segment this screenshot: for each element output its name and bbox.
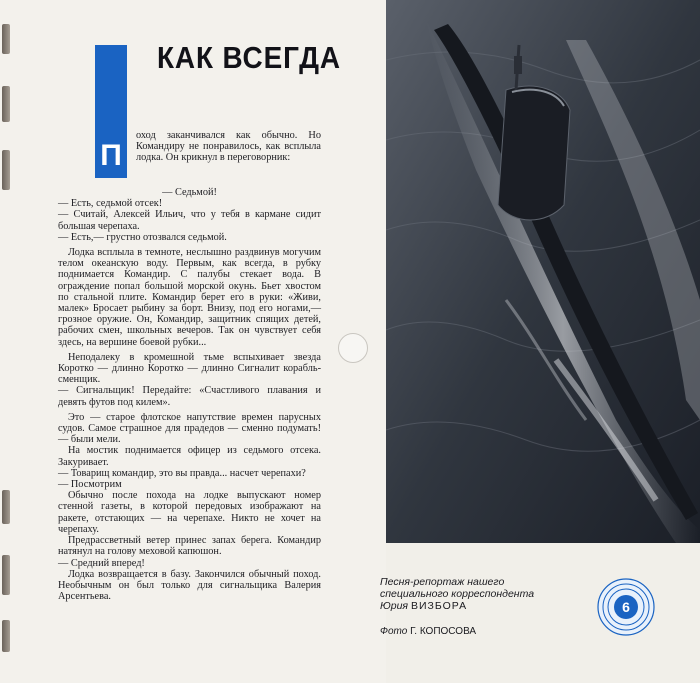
body-paragraph: — Считай, Алексей Ильич, что у тебя в кармане сидит большая черепаха. — [58, 209, 321, 232]
body-paragraph: — Средний вперед! — [58, 557, 145, 569]
photo-credit — [380, 626, 476, 637]
body-paragraph: Лодка возвращается в базу. Закончился обычный поход. Необычным он был только для сигнальщика Валерия Арсентьева. — [58, 568, 321, 603]
author-surname: ВИЗБОРА — [410, 600, 468, 612]
caption-line-1: Песня-репортаж нашего — [380, 576, 505, 588]
binding-edge — [0, 0, 14, 683]
body-paragraph: — Седьмой! — [162, 187, 217, 198]
lead-paragraph: оход заканчивался как обычно. Но Командиру не понравилось, как всплыла лодка. Он крикнул в переговорник: — [136, 130, 321, 164]
submarine-photo — [386, 0, 700, 543]
photographer-name: Г. КОПОСОВА — [410, 626, 477, 637]
body-paragraph: — Товарищ командир, это вы правда... насчет черепахи? — [58, 467, 306, 479]
body-paragraph: — Есть,— грустно отозвался седьмой. — [58, 231, 227, 243]
body-paragraph: — Посмотрим — [58, 479, 122, 491]
author-caption — [380, 576, 590, 612]
body-paragraph: — Есть, седьмой отсек! — [58, 198, 163, 210]
body-paragraph: Обычно после похода на лодке выпускают номер стенной газеты, в которой передовых изображают на ракете, отстающих — на черепахе. Никто не хочет на черепаху. — [58, 490, 321, 535]
punch-hole — [338, 333, 368, 363]
flexi-disc-badge — [596, 577, 656, 637]
photo-credit-label: Фото — [380, 626, 408, 637]
dropcap-letter: П — [100, 139, 122, 172]
article-title: КАК ВСЕГДА — [157, 40, 341, 75]
author-first-name: Юрия — [380, 600, 409, 612]
article-body — [58, 187, 321, 602]
caption-author — [380, 600, 590, 612]
body-paragraph: Неподалеку в кромешной тьме вспыхивает звезда Коротко — длинно Коротко — длинно Сигналит корабль-сменщик. — [58, 351, 321, 386]
badge-number: 6 — [622, 599, 630, 615]
body-paragraph: Лодка всплыла в темноте, неслышно раздвинув могучим телом океанскую воду. Первым, как всегда, в рубку поднимается Командир. С палубы стекает вода. В ограждение попал большой морской окунь. Бьет хвостом по стальной плите. Командир берет его в руки: «Живи, малек» Бросает рыбину за борт. Внизу, под его ногами,— грозное оружие. Он, Командир, защитник спящих детей, рабочих смен, школьных вечеров. Так он чувствует себя здесь, на вершине боевой рубки... — [58, 247, 321, 348]
body-paragraph: На мостик поднимается офицер из седьмого отсека. Закуривает. — [58, 445, 321, 468]
body-paragraph: Предрассветный ветер принес запах берега. Командир натянул на голову меховой капюшон. — [58, 535, 321, 558]
caption-line-2: специального корреспондента — [380, 588, 535, 600]
submarine-illustration — [386, 0, 700, 543]
body-paragraph: — Сигнальщик! Передайте: «Счастливого плавания и девять футов под килем». — [58, 385, 321, 408]
body-paragraph: Это — старое флотское напутствие времен парусных судов. Самое страшное для прадедов — сменно подумать! — были мели. — [58, 411, 321, 446]
